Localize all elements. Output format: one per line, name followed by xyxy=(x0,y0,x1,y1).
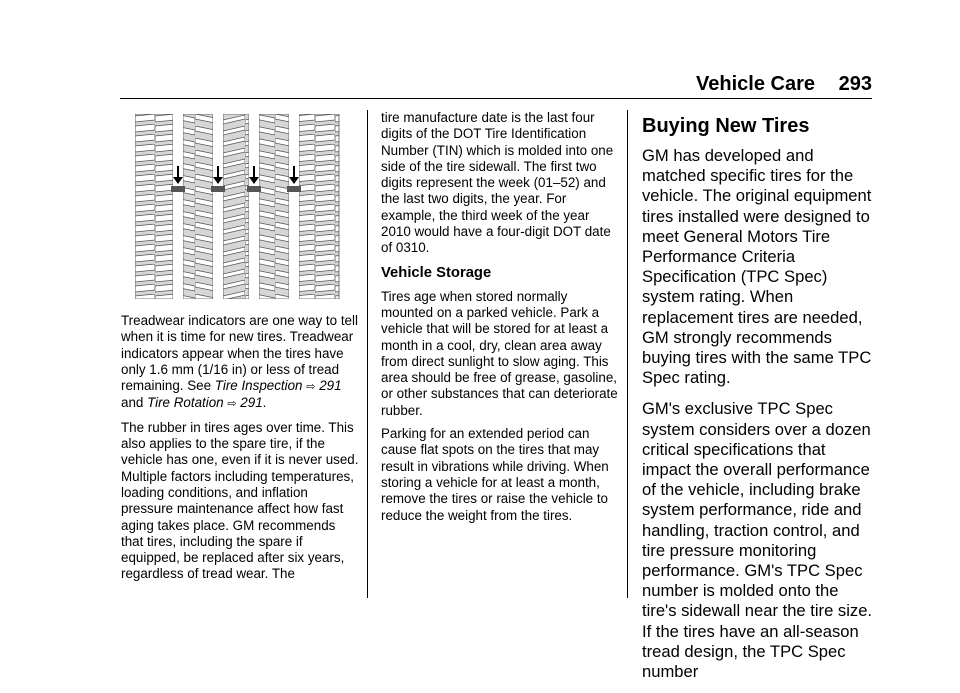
column-left xyxy=(121,110,361,590)
paragraph: GM's exclusive TPC Spec system considers over a dozen critical specifications that impact the overall performance of the vehicle, including brake system performance, ride and handling, traction control, and tire pressure monitoring performance. GM's TPC Spec number is molded onto the tire's sidewall near the tire size. If the tires have an all-season tread design, the TPC Spec number xyxy=(642,399,873,682)
column-right xyxy=(642,110,877,693)
page-reference-icon: ⇨ xyxy=(227,398,237,411)
treadwear-indicator-illustration xyxy=(135,114,340,299)
subsection-heading: Vehicle Storage xyxy=(381,264,492,281)
page-reference-icon: ⇨ xyxy=(306,381,316,394)
page-number: 293 xyxy=(838,73,872,95)
column-middle xyxy=(381,110,621,531)
xref-link-tire-rotation[interactable]: Tire Rotation xyxy=(147,395,224,411)
paragraph: Tires age when stored normally mounted on a parked vehicle. Park a vehicle that will be stored for at least a month in a cool, dry, clean area away from direct sunlight to slow aging. This area should be free of grease, gasoline, or other substances that can deteriorate rubber. xyxy=(381,288,618,418)
paragraph: Parking for an extended period can cause flat spots on the tires that may result in vibrations while driving. When storing a vehicle for at least a month, remove the tires or raise the vehicle to reduce the weight from the tires. xyxy=(381,426,609,523)
header-rule xyxy=(120,98,872,99)
section-heading: Buying New Tires xyxy=(642,115,810,137)
xref-link-tire-inspection[interactable]: Tire Inspection xyxy=(214,378,303,394)
paragraph: The rubber in tires ages over time. This also applies to the spare tire, if the vehicle has one, even if it is never used. Multiple factors including temperatures, loading conditions, and inflation pressure maintenance affect how fast aging takes place. GM recommends that tires, including the spare if equipped, be replaced after six years, regardless of tread wear. The xyxy=(121,419,359,582)
xref-page: 291 xyxy=(240,395,263,411)
xref-page: 291 xyxy=(319,378,342,394)
paragraph: Treadwear indicators are one way to tell when it is time for new tires. Treadwear indicators appear when the tires have only 1.6 mm (1/16 in) or less of tread remaining. See Tire Inspection ⇨ 291 and Tire Rotation ⇨ 291. xyxy=(121,313,358,411)
paragraph: tire manufacture date is the last four digits of the DOT Tire Identification Number (TIN) which is molded into one side of the tire sidewall. The first two digits represent the week (01–52) and the last two digits, the year. For example, the third week of the year 2010 would have a four-digit DOT date of 0310. xyxy=(381,110,614,256)
paragraph: GM has developed and matched specific tires for the vehicle. The original equipment tires installed were designed to meet General Motors Tire Performance Criteria Specification (TPC Spec) system rating. When replacement tires are needed, GM strongly recommends buying tires with the same TPC Spec rating. xyxy=(642,146,872,388)
column-divider xyxy=(367,110,368,598)
column-divider xyxy=(627,110,628,598)
section-title: Vehicle Care xyxy=(696,73,815,95)
